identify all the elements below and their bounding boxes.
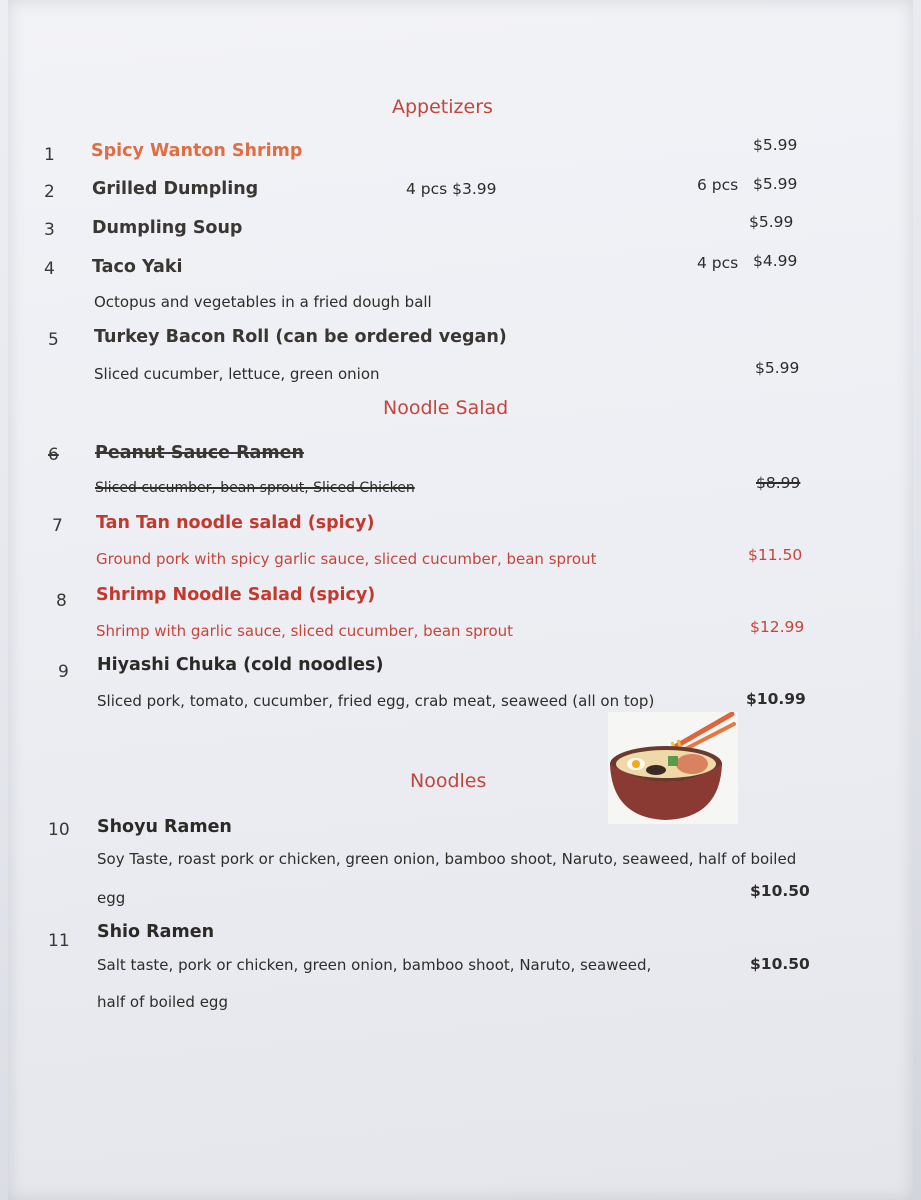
item-number: 10 [48,820,70,840]
item-number: 2 [44,182,55,202]
item-description: Sliced pork, tomato, cucumber, fried egg, crab meat, seaweed (all on top) [97,692,655,710]
item-description: Soy Taste, roast pork or chicken, green onion, bamboo shoot, Naruto, seaweed, half of boiled [97,850,797,868]
item-number: 3 [44,220,55,240]
item-description: Salt taste, pork or chicken, green onion, bamboo shoot, Naruto, seaweed, [97,956,652,974]
item-number: 5 [48,330,59,350]
item-description-continued: egg [97,889,126,907]
item-name: Taco Yaki [92,257,183,277]
item-number: 4 [44,259,55,279]
item-name: Tan Tan noodle salad (spicy) [96,513,375,533]
item-name: Shio Ramen [97,922,215,942]
item-price: $5.99 [753,136,798,154]
item-price: $11.50 [748,546,803,564]
item-number: 7 [52,516,63,536]
item-description: Sliced cucumber, lettuce, green onion [94,365,380,383]
item-quantity: 4 pcs [697,254,739,272]
ramen-bowl-icon [608,712,738,824]
item-price: $5.99 [755,359,800,377]
item-name: Hiyashi Chuka (cold noodles) [97,655,384,675]
item-description: Ground pork with spicy garlic sauce, sliced cucumber, bean sprout [96,550,597,568]
item-name: Spicy Wanton Shrimp [91,141,303,161]
item-name-crossed-out: Peanut Sauce Ramen [95,443,304,463]
item-name: Shrimp Noodle Salad (spicy) [96,585,376,605]
item-option-price: 4 pcs $3.99 [406,180,497,198]
item-description-crossed-out: Sliced cucumber, bean sprout, Sliced Chicken [95,480,415,496]
item-price: $4.99 [753,252,798,270]
item-description: Octopus and vegetables in a fried dough ball [94,293,432,311]
item-price: $12.99 [750,618,805,636]
item-name: Dumpling Soup [92,218,243,238]
section-header-appetizers: Appetizers [392,96,493,118]
section-header-noodle-salad: Noodle Salad [383,397,509,419]
item-name: Grilled Dumpling [92,179,259,199]
item-number: 1 [44,145,55,165]
item-price: $5.99 [749,213,794,231]
item-price-crossed-out: $8.99 [756,474,801,492]
item-description: Shrimp with garlic sauce, sliced cucumber, bean sprout [96,622,514,640]
item-price: $10.99 [746,690,806,708]
item-price: $5.99 [753,175,798,193]
item-name: Turkey Bacon Roll (can be ordered vegan) [94,327,507,347]
menu-page [8,0,913,1200]
item-description-continued: half of boiled egg [97,993,228,1011]
item-quantity: 6 pcs [697,176,739,194]
item-number: 8 [56,591,67,611]
item-name: Shoyu Ramen [97,817,232,837]
item-price: $10.50 [750,882,810,900]
item-price: $10.50 [750,955,810,973]
section-header-noodles: Noodles [410,770,487,792]
item-number: 9 [58,662,69,682]
item-number: 11 [48,931,70,951]
item-number-crossed-out: 6 [48,445,59,465]
